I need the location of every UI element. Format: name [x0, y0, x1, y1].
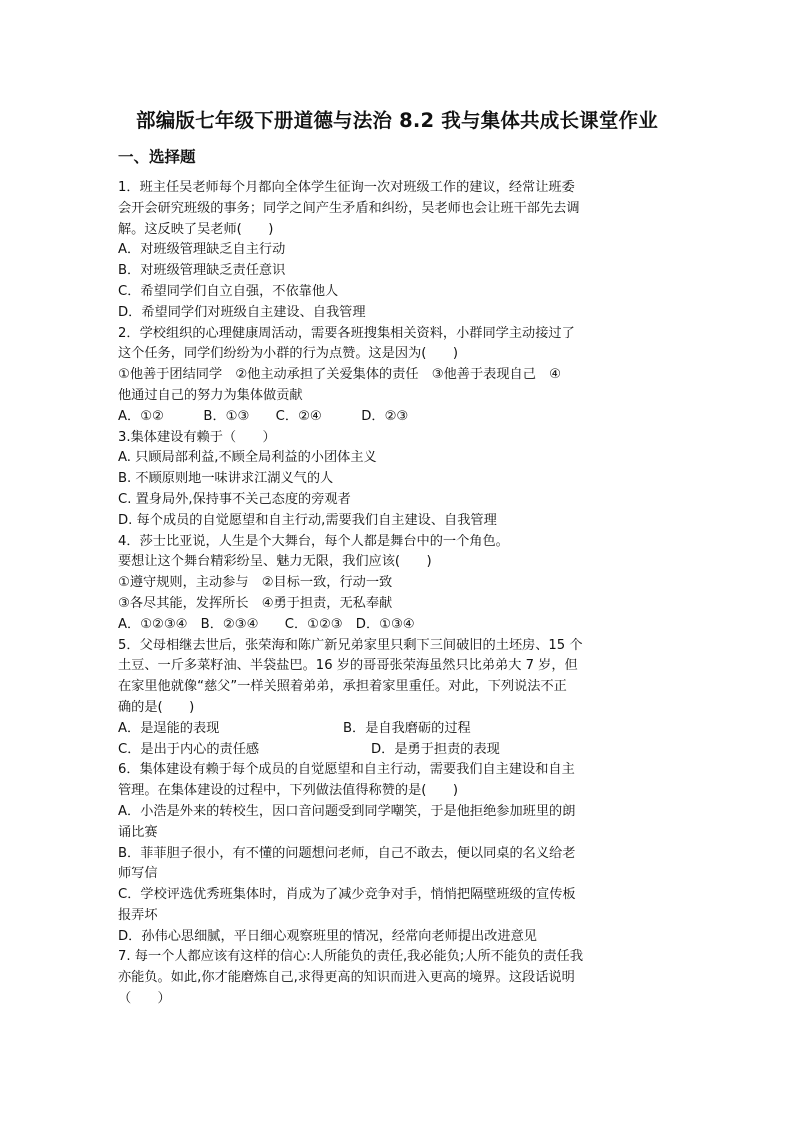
option-line: D. 每个成员的自觉愿望和自主行动,需要我们自主建设、自我管理: [118, 512, 497, 528]
option-line: A．①②③④ B．②③④ C．①②③ D．①③④: [118, 616, 415, 632]
text-line: 2．学校组织的心理健康周活动，需要各班搜集相关资料，小群同学主动接过了: [118, 325, 575, 341]
option-row: [118, 719, 676, 740]
text-line: 解。这反映了吴老师( ): [118, 221, 274, 237]
option-line: D．希望同学们对班级自主建设、自我管理: [118, 304, 366, 320]
section-heading: 一、选择题: [118, 148, 196, 166]
option-line: B．对班级管理缺乏责任意识: [118, 263, 286, 279]
text-line: 1．班主任吴老师每个月都向全体学生征询一次对班级工作的建议，经常让班委: [118, 180, 575, 195]
text-line: 3.集体建设有赖于（ ）: [118, 429, 276, 445]
option-a: A．是逞能的表现: [118, 720, 220, 736]
text-line: 在家里他就像“慈父”一样关照着弟弟，承担着家里重任。对此，下列说法不正: [118, 679, 567, 695]
option-line: D．孙伟心思细腻，平日细心观察班里的情况，经常向老师提出改进意见: [118, 928, 537, 944]
option-line: B．菲菲胆子很小，有不懂的问题想问老师，自己不敢去，便以同桌的名义给老: [118, 845, 576, 861]
option-b: B．是自我磨砺的过程: [343, 720, 471, 736]
option-line: C．学校评选优秀班集体时，肖成为了减少竞争对手，悄悄把隔壁班级的宣传板: [118, 887, 576, 903]
text-line: ③各尽其能，发挥所长 ④勇于担责，无私奉献: [118, 595, 393, 611]
option-line: A．对班级管理缺乏自主行动: [118, 242, 286, 258]
option-line: C. 置身局外,保持事不关己态度的旁观者: [118, 491, 351, 507]
text-line: （ ）: [118, 991, 171, 1007]
text-line: 要想让这个舞台精彩纷呈、魅力无限，我们应该( ): [118, 554, 432, 570]
text-line: ①他善于团结同学 ②他主动承担了关爱集体的责任 ③他善于表现自己 ④: [118, 367, 561, 383]
option-line: 报弄坏: [118, 907, 158, 923]
text-line: 4．莎士比亚说，人生是个大舞台，每个人都是舞台中的一个角色。: [118, 533, 509, 549]
option-line: B. 不顾原则地一味讲求江湖义气的人: [118, 471, 334, 487]
text-line: 亦能负。如此,你才能磨炼自己,求得更高的知识而进入更高的境界。这段话说明: [118, 970, 575, 986]
text-line: 确的是( ): [118, 699, 195, 715]
text-line: 管理。在集体建设的过程中，下列做法值得称赞的是( ): [118, 783, 458, 799]
text-line: 他通过自己的努力为集体做贡献: [118, 387, 303, 403]
text-line: ①遵守规则，主动参与 ②目标一致，行动一致: [118, 575, 393, 591]
option-d: D．是勇于担责的表现: [371, 741, 500, 757]
option-line: A. 只顾局部利益,不顾全局利益的小团体主义: [118, 450, 377, 466]
option-line: A．小浩是外来的转校生，因口音问题受到同学嘲笑，于是他拒绝参加班里的朗: [118, 803, 576, 819]
document-title: 部编版七年级下册道德与法治 8.2 我与集体共成长课堂作业: [136, 109, 658, 132]
option-row: [118, 740, 676, 761]
option-c: C．是出于内心的责任感: [118, 741, 260, 757]
text-line: 这个任务，同学们纷纷为小群的行为点赞。这是因为( ): [118, 346, 458, 362]
text-line: 土豆、一斤多菜籽油、半袋盐巴。16 岁的哥哥张荣海虽然只比弟弟大 7 岁，但: [118, 658, 578, 674]
text-line: 6．集体建设有赖于每个成员的自觉愿望和自主行动，需要我们自主建设和自主: [118, 762, 575, 778]
text-line: 5．父母相继去世后，张荣海和陈广新兄弟家里只剩下三间破旧的土坯房、15 个: [118, 637, 583, 653]
text-line: 7. 每一个人都应该有这样的信心:人所能负的责任,我必能负;人所不能负的责任我: [118, 949, 584, 965]
option-line: A．①② B．①③ C．②④ D．②③: [118, 408, 409, 424]
option-line: C．希望同学们自立自强，不依靠他人: [118, 283, 339, 299]
text-line: 会开会研究班级的事务；同学之间产生矛盾和纠纷，吴老师也会让班干部先去调: [118, 200, 580, 216]
question-content: [118, 178, 676, 1010]
option-line: 师写信: [118, 866, 158, 882]
option-line: 诵比赛: [118, 824, 158, 840]
